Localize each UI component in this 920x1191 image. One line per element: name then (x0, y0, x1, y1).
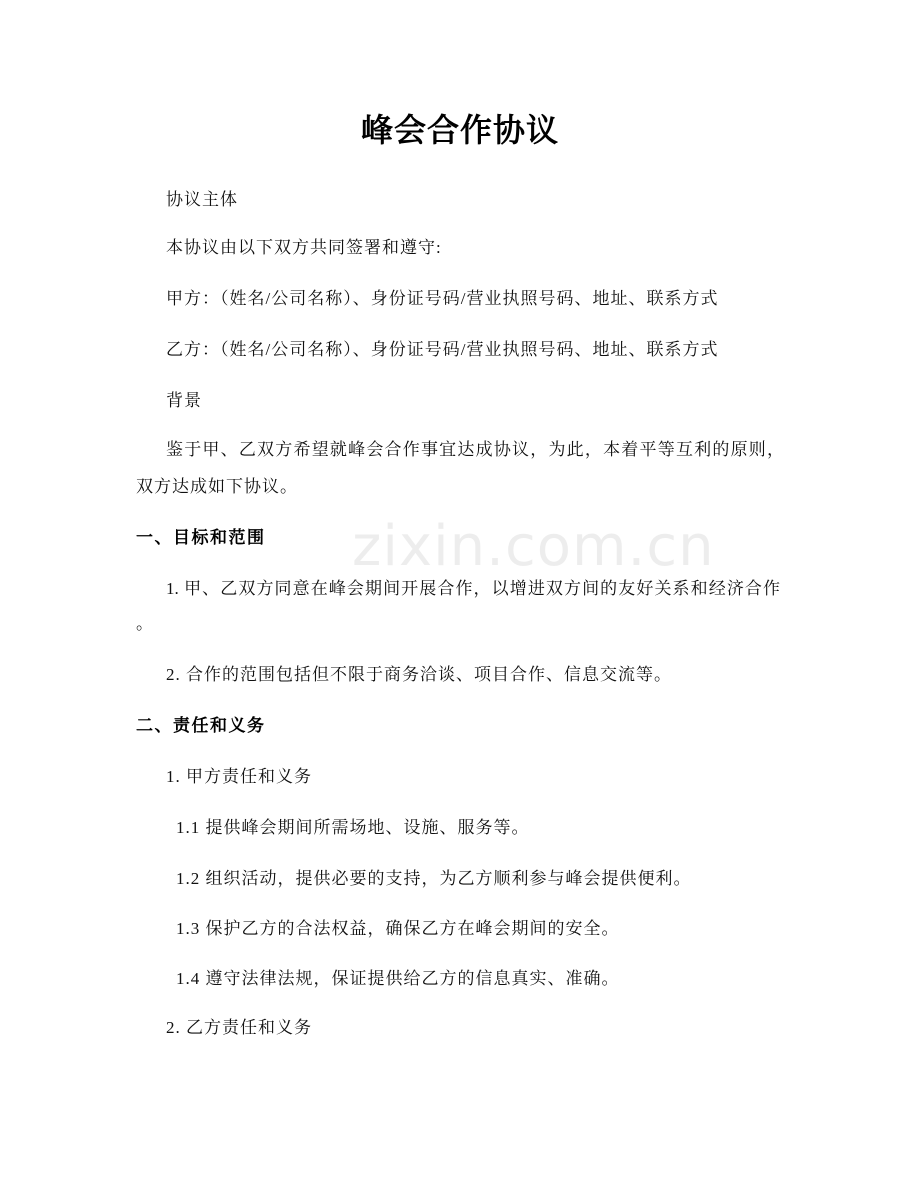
background-heading: 背景 (166, 391, 202, 410)
background-text-line: 双方达成如下协议。 (136, 477, 298, 496)
goals-item-1-line: 1. 甲、乙双方同意在峰会期间开展合作，以增进双方间的友好关系和经济合作 (166, 579, 780, 598)
party-a-line: 甲方：（姓名/公司名称）、身份证号码/营业执照号码、地址、联系方式 (166, 289, 719, 308)
section-heading-goals: 一、目标和范围 (136, 528, 266, 548)
parties-heading: 协议主体 (166, 190, 238, 209)
party-b-line: 乙方：（姓名/公司名称）、身份证号码/营业执照号码、地址、联系方式 (166, 340, 719, 359)
watermark: zixin.com.cn (352, 514, 715, 579)
section-heading-duties: 二、责任和义务 (136, 716, 266, 736)
goals-item-1-line: 。 (136, 614, 154, 633)
party-a-duty-item: 1.4 遵守法律法规，保证提供给乙方的信息真实、准确。 (176, 969, 620, 988)
party-a-duty-item: 1.1 提供峰会期间所需场地、设施、服务等。 (176, 818, 530, 837)
party-a-duty-item: 1.2 组织活动，提供必要的支持，为乙方顺利参与峰会提供便利。 (176, 869, 692, 888)
party-a-duties-heading: 1. 甲方责任和义务 (166, 767, 312, 786)
parties-intro: 本协议由以下双方共同签署和遵守: (166, 238, 442, 257)
document-title: 峰会合作协议 (360, 111, 559, 149)
background-text-line: 鉴于甲、乙双方希望就峰会合作事宜达成协议，为此，本着平等互利的原则， (166, 440, 784, 459)
party-a-duty-item: 1.3 保护乙方的合法权益，确保乙方在峰会期间的安全。 (176, 919, 620, 938)
party-b-duties-heading: 2. 乙方责任和义务 (166, 1018, 312, 1037)
goals-item-2: 2. 合作的范围包括但不限于商务洽谈、项目合作、信息交流等。 (166, 665, 672, 684)
